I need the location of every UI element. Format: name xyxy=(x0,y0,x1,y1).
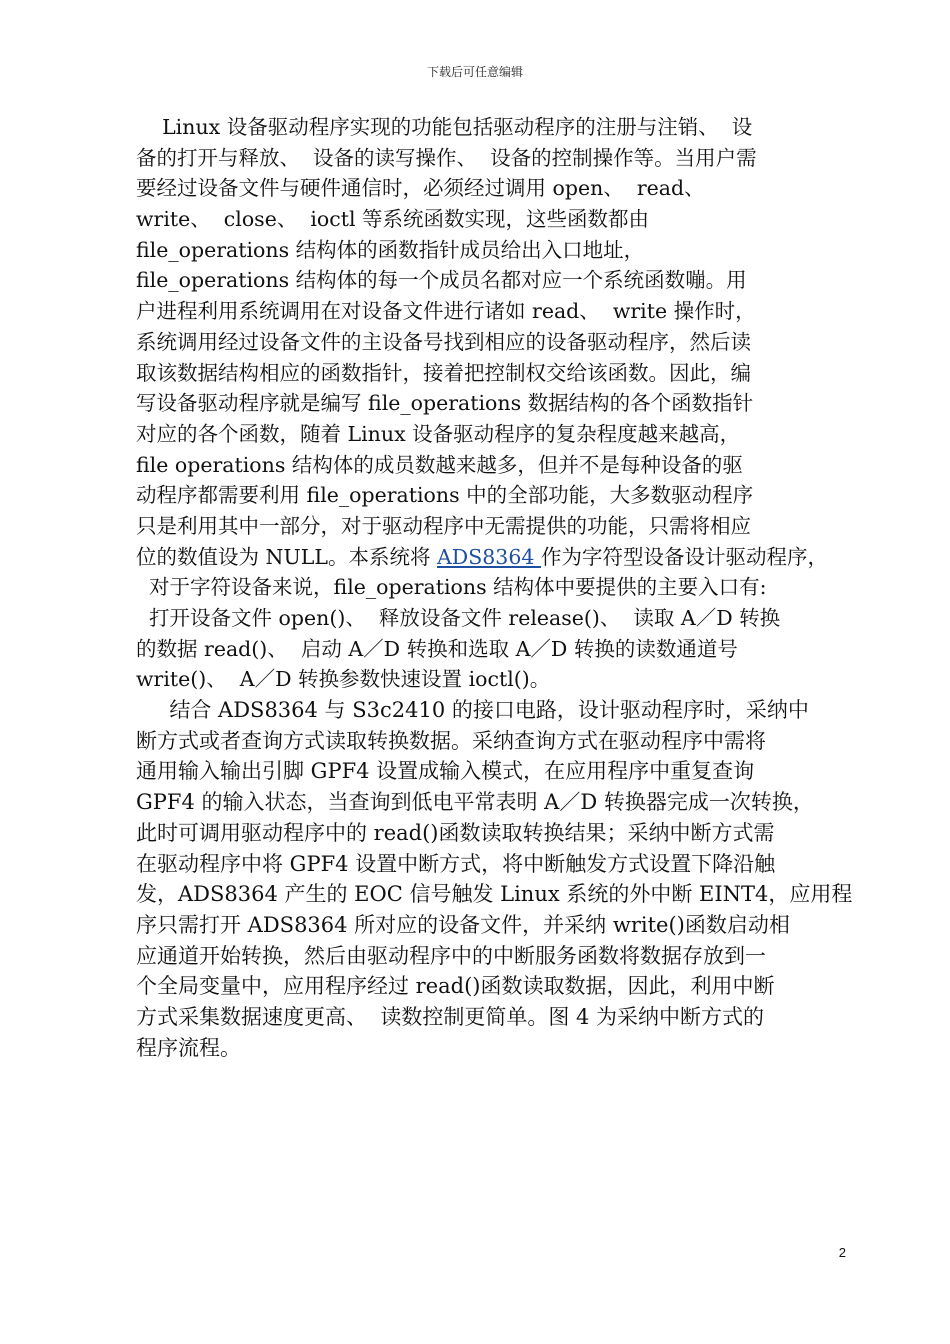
paragraph-1-line: 取该数据结构相应的函数指针，接着把控制权交给该函数。因此，编 xyxy=(136,360,751,385)
paragraph-1-line: file operations 结构体的成员数越来越多，但并不是每种设备的驱 xyxy=(136,452,743,477)
paragraph-2-line: 此时可调用驱动程序中的 read()函数读取转换结果；采纳中断方式需 xyxy=(136,820,775,845)
link-line-suffix: 作为字符型设备设计驱动程序， xyxy=(540,544,828,569)
paragraph-1-line: 户进程利用系统调用在对设备文件进行诸如 read、 write 操作时， xyxy=(136,299,756,324)
paragraph-1-line: write、 close、 ioctl 等系统函数实现，这些函数都由 xyxy=(136,207,650,232)
paragraph-2-line: 个全局变量中，应用程序经过 read()函数读取数据，因此，利用中断 xyxy=(136,974,775,999)
paragraph-1-link-line xyxy=(136,542,856,573)
link-line-prefix: 位的数值设为 NULL。本系统将 xyxy=(136,544,437,569)
paragraph-1-line: 备的打开与释放、 设备的读写操作、 设备的控制操作等。当用户需 xyxy=(136,145,757,170)
paragraph-2-line: 在驱动程序中将 GPF4 设置中断方式，将中断触发方式设置下降沿触 xyxy=(136,851,776,876)
paragraph-1-line: file_operations 结构体的每一个成员名都对应一个系统函数嘣。用 xyxy=(136,268,747,293)
paragraph-2-line: 断方式或者查询方式读取转换数据。采纳查询方式在驱动程序中需将 xyxy=(136,728,766,753)
paragraph-2-line: 发，ADS8364 产生的 EOC 信号触发 Linux 系统的外中断 EINT4，应用程 xyxy=(136,882,853,907)
paragraph-1-line: 写设备驱动程序就是编写 file_operations 数据结构的各个函数指针 xyxy=(136,391,754,416)
paragraph-1-line: 只是利用其中一部分，对于驱动程序中无需提供的功能，只需将相应 xyxy=(136,513,751,538)
paragraph-2-line: 方式采集数据速度更高、 读数控制更简单。图 4 为采纳中断方式的 xyxy=(136,1004,765,1029)
paragraph-1-line: 的数据 read()、 启动 A／D 转换和选取 A／D 转换的读数通道号 xyxy=(136,636,738,661)
ads8364-link[interactable]: ADS8364 xyxy=(436,544,541,569)
page-number: 2 xyxy=(838,1245,846,1260)
paragraph-2-line: 应通道开始转换，然后由驱动程序中的中断服务函数将数据存放到一 xyxy=(136,943,766,968)
paragraph-1-line: Linux 设备驱动程序实现的功能包括驱动程序的注册与注销、 设 xyxy=(136,115,753,139)
page-header: 下载后可任意编辑 xyxy=(426,65,523,79)
paragraph-1-line: 要经过设备文件与硬件通信时，必须经过调用 open、 read、 xyxy=(136,176,705,201)
paragraph-2-line: 序只需打开 ADS8364 所对应的设备文件，并采纳 write()函数启动相 xyxy=(136,912,790,937)
paragraph-1-line: 系统调用经过设备文件的主设备号找到相应的设备驱动程序，然后读 xyxy=(136,329,751,354)
paragraph-1-line: file_operations 结构体的函数指针成员给出入口地址， xyxy=(136,237,645,262)
paragraph-1-line: 动程序都需要利用 file_operations 中的全部功能，大多数驱动程序 xyxy=(136,483,754,508)
document-body xyxy=(136,112,856,1063)
paragraph-1-line: 对应的各个函数，随着 Linux 设备驱动程序的复杂程度越来越高， xyxy=(136,421,741,446)
paragraph-1-line: write()、 A／D 转换参数快速设置 ioctl()。 xyxy=(136,667,551,692)
paragraph-1-line: 打开设备文件 open()、 释放设备文件 release()、 读取 A／D 转换 xyxy=(136,606,781,630)
paragraph-1-line: 对于字符设备来说，file_operations 结构体中要提供的主要入口有: xyxy=(136,575,767,600)
paragraph-2-line: 结合 ADS8364 与 S3c2410 的接口电路，设计驱动程序时，采纳中 xyxy=(136,698,809,723)
paragraph-2-line: GPF4 的输入状态，当查询到低电平常表明 A／D 转换器完成一次转换， xyxy=(136,790,814,815)
paragraph-2-line: 程序流程。 xyxy=(136,1035,241,1060)
paragraph-2-line: 通用输入输出引脚 GPF4 设置成输入模式，在应用程序中重复查询 xyxy=(136,759,755,784)
